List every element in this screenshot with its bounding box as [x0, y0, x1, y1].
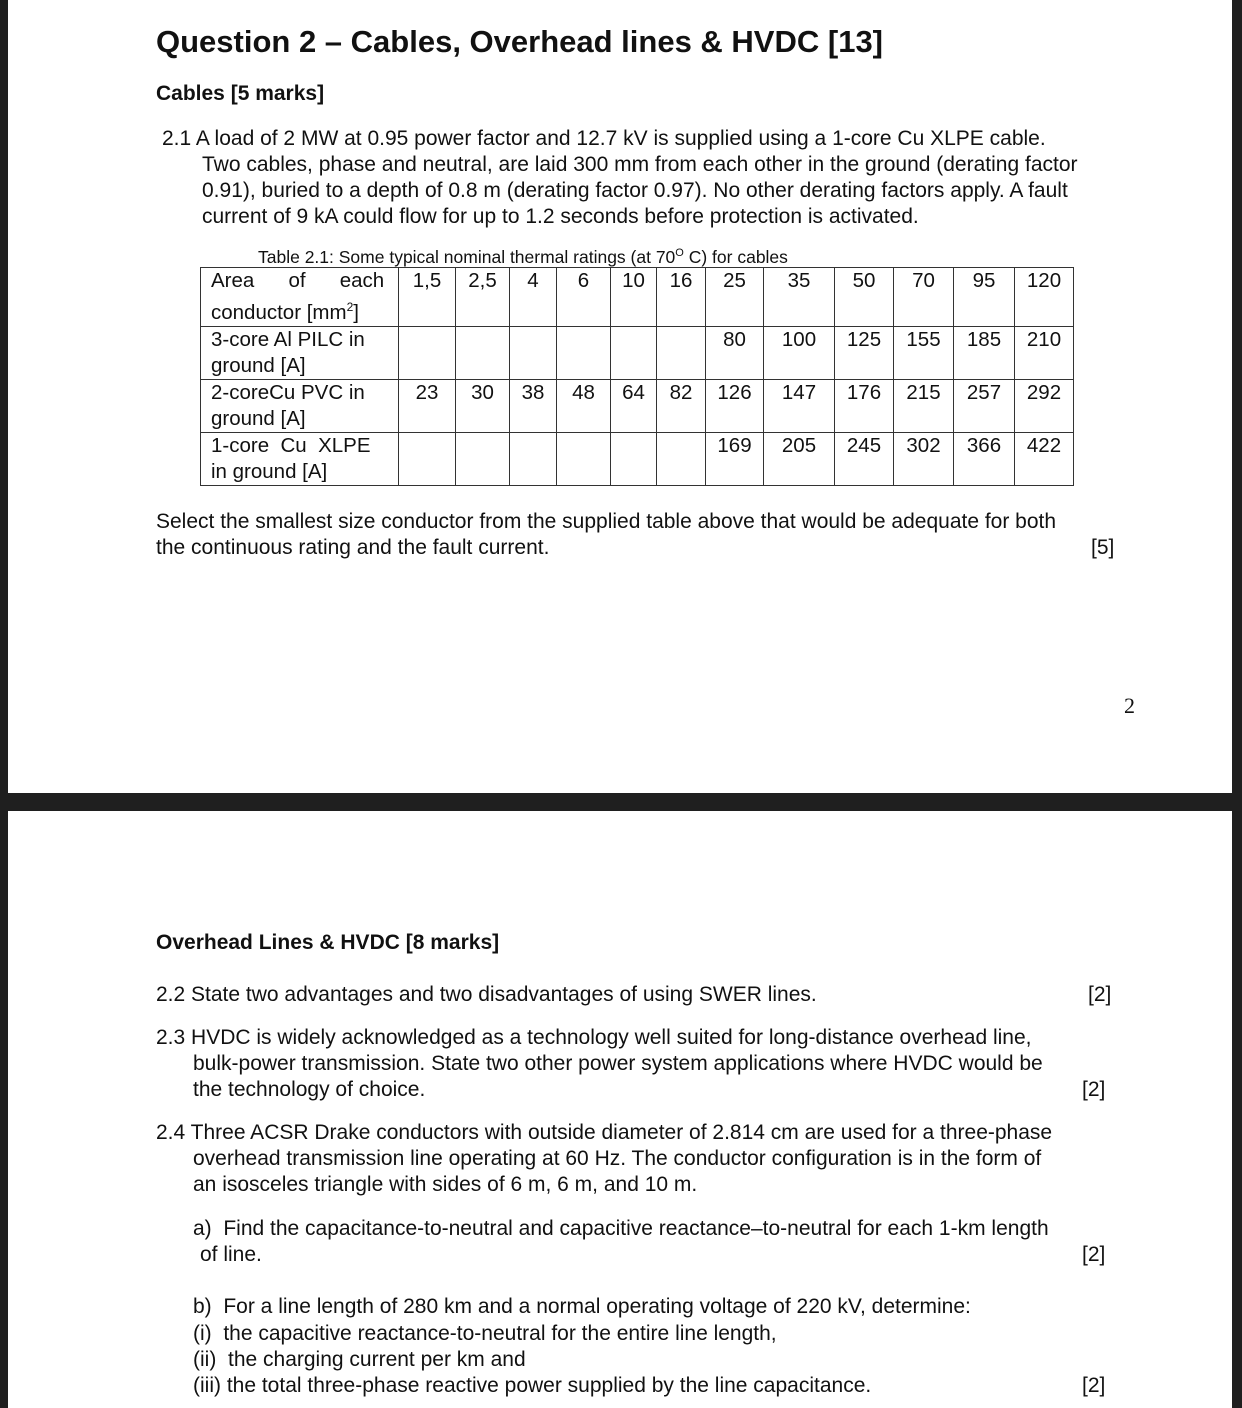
size-cell: 1,5 — [399, 268, 456, 327]
q24a-line: of line. — [200, 1243, 262, 1266]
q24-line: overhead transmission line operating at 60 Hz. The conductor configuration is in the form of — [193, 1147, 1042, 1170]
size-cell: 120 — [1015, 268, 1074, 327]
value-cell: 125 — [835, 326, 894, 379]
page-number: 2 — [1124, 693, 1135, 718]
q21-line: Two cables, phase and neutral, are laid 300 mm from each other in the ground (derating factor — [202, 153, 1078, 176]
value-cell: 30 — [456, 379, 510, 432]
row-label-line2: in ground [A] — [211, 459, 328, 483]
table-header-row — [201, 268, 1074, 327]
select-line: the continuous rating and the fault current. — [156, 536, 550, 559]
row-label-cell — [201, 432, 399, 485]
select-line: Select the smallest size conductor from the supplied table above that would be adequate for both — [156, 510, 1057, 533]
value-cell: 215 — [894, 379, 954, 432]
size-cell: 2,5 — [456, 268, 510, 327]
q24a-line: a) Find the capacitance-to-neutral and capacitive reactance–to-neutral for each 1-km length — [193, 1217, 1049, 1240]
value-cell: 292 — [1015, 379, 1074, 432]
size-cell: 6 — [557, 268, 611, 327]
value-cell: 366 — [954, 432, 1015, 485]
table-row — [201, 326, 1074, 379]
size-cell: 95 — [954, 268, 1015, 327]
q23-line: 2.3 HVDC is widely acknowledged as a technology well suited for long-distance overhead line, — [156, 1026, 1032, 1049]
q24b-line: b) For a line length of 280 km and a normal operating voltage of 220 kV, determine: — [193, 1295, 971, 1318]
size-cell: 50 — [835, 268, 894, 327]
value-cell: 176 — [835, 379, 894, 432]
size-cell: 25 — [706, 268, 764, 327]
exam-page-2 — [8, 811, 1232, 1408]
exam-page-1 — [8, 0, 1232, 793]
cables-heading: Cables [5 marks] — [156, 82, 325, 105]
q21-line: current of 9 kA could flow for up to 1.2 seconds before protection is activated. — [202, 205, 919, 228]
value-cell: 169 — [706, 432, 764, 485]
value-cell: 23 — [399, 379, 456, 432]
marks-label: [2] — [1082, 1243, 1106, 1266]
value-cell: 257 — [954, 379, 1015, 432]
q23-line: the technology of choice. — [193, 1078, 426, 1101]
value-cell — [510, 432, 557, 485]
marks-label: [5] — [1091, 536, 1115, 559]
value-cell: 126 — [706, 379, 764, 432]
value-cell: 80 — [706, 326, 764, 379]
table-caption: Table 2.1: Some typical nominal thermal ratings (at $70^O$ C) for cables — [258, 247, 788, 267]
value-cell: 147 — [764, 379, 835, 432]
q24b-line: (i) the capacitive reactance-to-neutral for the entire line length, — [193, 1322, 777, 1345]
value-cell: 82 — [657, 379, 706, 432]
row-label-line2: ground [A] — [211, 353, 306, 377]
marks-label: [2] — [1082, 1078, 1106, 1101]
value-cell — [557, 432, 611, 485]
row-label-cell — [201, 326, 399, 379]
q21-line: 0.91), buried to a depth of 0.8 m (derating factor 0.97). No other derating factors apply. A fault — [202, 179, 1068, 202]
thermal-ratings-table — [200, 267, 1074, 486]
row-label-line1: 3-core Al PILC in — [211, 327, 365, 351]
value-cell — [611, 326, 657, 379]
marks-label: [2] — [1088, 983, 1112, 1006]
header-label-cell — [201, 268, 399, 327]
size-cell: 16 — [657, 268, 706, 327]
value-cell — [510, 326, 557, 379]
row-label-cell — [201, 379, 399, 432]
q22-text: 2.2 State two advantages and two disadvantages of using SWER lines. — [156, 983, 817, 1006]
q24-line: 2.4 Three ACSR Drake conductors with outside diameter of 2.814 cm are used for a three-phase — [156, 1121, 1053, 1144]
value-cell — [657, 432, 706, 485]
value-cell: 245 — [835, 432, 894, 485]
value-cell — [399, 432, 456, 485]
q21-line: 2.1 A load of 2 MW at 0.95 power factor and 12.7 kV is supplied using a 1-core Cu XLPE cable. — [162, 127, 1046, 150]
value-cell: 48 — [557, 379, 611, 432]
row-label-line2: ground [A] — [211, 406, 306, 430]
value-cell: 210 — [1015, 326, 1074, 379]
value-cell — [611, 432, 657, 485]
size-cell: 35 — [764, 268, 835, 327]
q24b-line: (ii) the charging current per km and — [193, 1348, 526, 1371]
value-cell — [456, 432, 510, 485]
header-label-line2: conductor $[mm^2]$ — [211, 300, 359, 324]
value-cell: 100 — [764, 326, 835, 379]
value-cell — [456, 326, 510, 379]
size-cell: 70 — [894, 268, 954, 327]
value-cell — [657, 326, 706, 379]
table-row — [201, 432, 1074, 485]
q24b-line: (iii) the total three-phase reactive power supplied by the line capacitance. — [193, 1374, 872, 1397]
value-cell — [399, 326, 456, 379]
value-cell — [557, 326, 611, 379]
question-title: Question 2 – Cables, Overhead lines & HVDC [13] — [156, 24, 884, 59]
value-cell: 422 — [1015, 432, 1074, 485]
size-cell: 4 — [510, 268, 557, 327]
row-label-line1: 1-core Cu XLPE — [211, 433, 371, 457]
value-cell: 302 — [894, 432, 954, 485]
size-cell: 10 — [611, 268, 657, 327]
value-cell: 185 — [954, 326, 1015, 379]
value-cell: 64 — [611, 379, 657, 432]
value-cell: 38 — [510, 379, 557, 432]
row-label-line1: 2-coreCu PVC in — [211, 380, 365, 404]
overhead-heading: Overhead Lines & HVDC [8 marks] — [156, 931, 500, 954]
value-cell: 205 — [764, 432, 835, 485]
value-cell: 155 — [894, 326, 954, 379]
header-label-line1: Area of each — [211, 269, 385, 292]
q24-line: an isosceles triangle with sides of 6 m, 6 m, and 10 m. — [193, 1173, 698, 1196]
q23-line: bulk-power transmission. State two other power system applications where HVDC would be — [193, 1052, 1043, 1075]
marks-label: [2] — [1082, 1374, 1106, 1397]
table-row — [201, 379, 1074, 432]
